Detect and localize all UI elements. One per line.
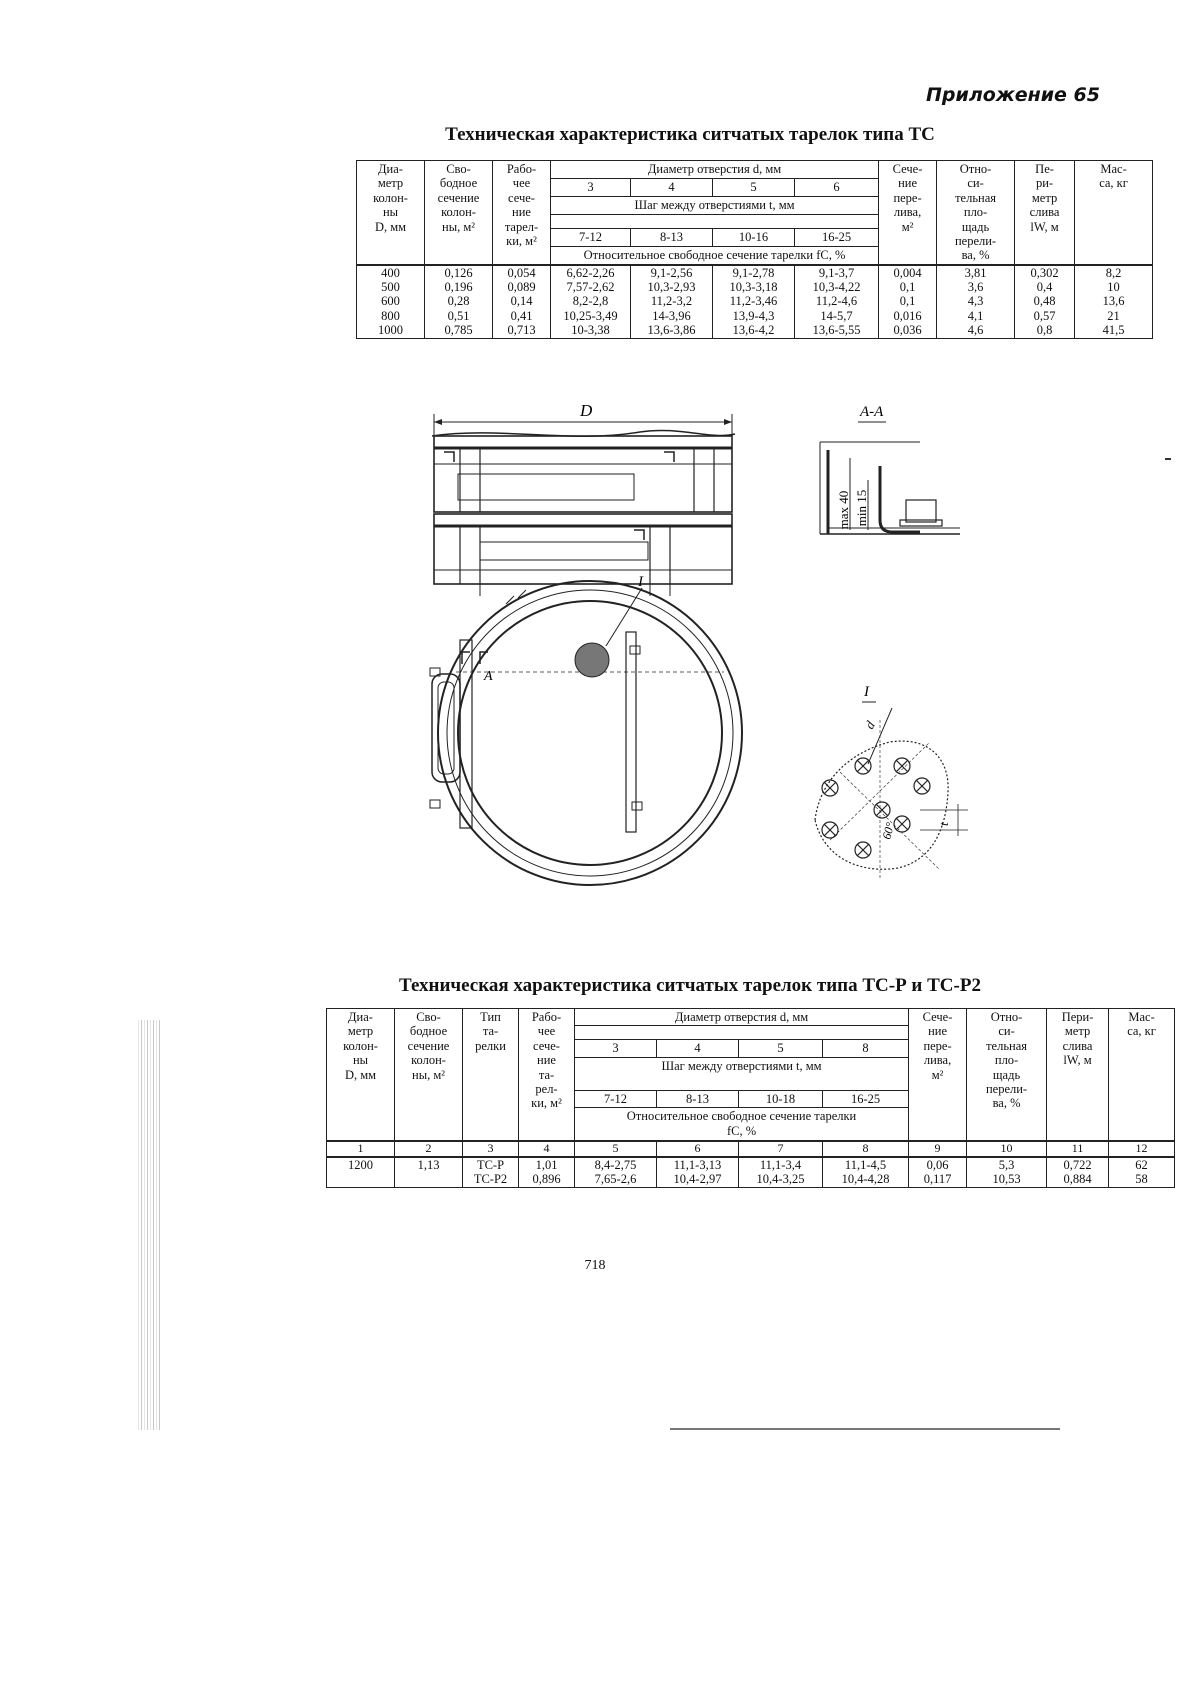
table-cell: 0,14 xyxy=(493,294,551,308)
table-cell: 400 xyxy=(357,265,425,280)
table-cell: 0,713 xyxy=(493,323,551,338)
table-row xyxy=(327,1172,1175,1187)
table-row xyxy=(357,323,1153,338)
t2-head-diameter: Диа- метр колон- ны D, мм xyxy=(327,1009,395,1142)
table-row xyxy=(357,265,1153,280)
column-number-row xyxy=(327,1141,1175,1157)
t1-head-working-section: Рабо- чее сече- ние тарел- ки, м² xyxy=(493,161,551,265)
t2-hole-3: 3 xyxy=(575,1040,657,1057)
table-cell: 9,1-2,78 xyxy=(713,265,795,280)
t2-head-mass: Мас- са, кг xyxy=(1109,1009,1175,1142)
table2 xyxy=(326,1008,1175,1188)
table-cell: 3,81 xyxy=(937,265,1015,280)
t1-head-hole-diameter: Диаметр отверстия d, мм xyxy=(551,161,879,179)
table-row xyxy=(327,1157,1175,1172)
callout-i: I xyxy=(638,574,643,590)
table-cell: 11,1-4,5 xyxy=(823,1157,909,1172)
page-number: 718 xyxy=(584,1258,606,1273)
table-cell: 41,5 xyxy=(1075,323,1153,338)
table-cell: 500 xyxy=(357,280,425,294)
table-cell: 13,9-4,3 xyxy=(713,309,795,323)
t2-pitch-3: 10-18 xyxy=(739,1090,823,1107)
tray-plan xyxy=(430,581,742,885)
t1-head-free-section: Сво- бодное сечение колон- ны, м² xyxy=(425,161,493,265)
column-number: 12 xyxy=(1109,1141,1175,1157)
t2-pitch-1: 7-12 xyxy=(575,1090,657,1107)
table-cell: 11,2-4,6 xyxy=(795,294,879,308)
table-cell: 11,1-3,4 xyxy=(739,1157,823,1172)
table-cell: 8,2 xyxy=(1075,265,1153,280)
t2-head-pitch: Шаг между отверстиями t, мм xyxy=(575,1057,909,1090)
t2-head-hole-diameter: Диаметр отверстия d, мм xyxy=(575,1009,909,1026)
table-cell: 10,4-3,25 xyxy=(739,1172,823,1187)
table-cell: 5,3 xyxy=(967,1157,1047,1172)
table-cell: 0,126 xyxy=(425,265,493,280)
table-cell: 7,57-2,62 xyxy=(551,280,631,294)
dim-max: max 40 xyxy=(836,490,851,530)
scan-dash-artifact xyxy=(1165,458,1171,460)
table-cell: 0,016 xyxy=(879,309,937,323)
t2-head-relative-free: Относительное свободное сечение тарелки fC, % xyxy=(575,1108,909,1142)
table-cell: 13,6 xyxy=(1075,294,1153,308)
table-cell: 1,01 xyxy=(519,1157,575,1172)
t2-head-working-section: Рабо- чее сече- ние та- рел- ки, м² xyxy=(519,1009,575,1142)
table-cell xyxy=(327,1172,395,1187)
detail-d: d xyxy=(861,718,878,732)
label-d: D xyxy=(580,401,593,420)
column-number: 11 xyxy=(1047,1141,1109,1157)
table-cell: 0,196 xyxy=(425,280,493,294)
table-cell: 9,1-2,56 xyxy=(631,265,713,280)
table-cell: 62 xyxy=(1109,1157,1175,1172)
t1-hole-6: 6 xyxy=(795,178,879,196)
scan-line-artifact xyxy=(670,1428,1060,1430)
table-cell: 0,089 xyxy=(493,280,551,294)
table-cell: 4,6 xyxy=(937,323,1015,338)
table-cell: ТС-Р xyxy=(463,1157,519,1172)
table-cell: 11,1-3,13 xyxy=(657,1157,739,1172)
table-row xyxy=(357,280,1153,294)
detail-t: t xyxy=(936,822,951,826)
column-number: 9 xyxy=(909,1141,967,1157)
t2-head-free-section: Сво- бодное сечение колон- ны, м² xyxy=(395,1009,463,1142)
column-number: 10 xyxy=(967,1141,1047,1157)
table-cell: 9,1-3,7 xyxy=(795,265,879,280)
dim-min: min 15 xyxy=(854,489,869,527)
column-number: 4 xyxy=(519,1141,575,1157)
table-cell: 10,4-4,28 xyxy=(823,1172,909,1187)
table-cell: 3,6 xyxy=(937,280,1015,294)
t1-head-pitch: Шаг между отверстиями t, мм xyxy=(551,196,879,214)
t1-pitch-2: 8-13 xyxy=(631,228,713,246)
t2-head-overflow-section: Сече- ние пере- лива, м² xyxy=(909,1009,967,1142)
table2-title: Техническая характеристика ситчатых тарелок типа ТС-Р и ТС-Р2 xyxy=(399,975,981,996)
table-cell: 4,1 xyxy=(937,309,1015,323)
column-number: 6 xyxy=(657,1141,739,1157)
dimension-d xyxy=(434,401,732,440)
t1-pitch-4: 16-25 xyxy=(795,228,879,246)
table-cell: 10-3,38 xyxy=(551,323,631,338)
table-cell: 10,3-3,18 xyxy=(713,280,795,294)
t1-hole-3: 3 xyxy=(551,178,631,196)
table-cell: 13,6-4,2 xyxy=(713,323,795,338)
table-cell: 10,4-2,97 xyxy=(657,1172,739,1187)
table-cell: 0,004 xyxy=(879,265,937,280)
table-cell: 0,884 xyxy=(1047,1172,1109,1187)
t2-head-relative-area: Отно- си- тельная пло- щадь перели- ва, % xyxy=(967,1009,1047,1142)
table-cell: 10,3-2,93 xyxy=(631,280,713,294)
table-cell: 0,51 xyxy=(425,309,493,323)
column-number: 3 xyxy=(463,1141,519,1157)
table-cell: 10 xyxy=(1075,280,1153,294)
table-cell: 10,25-3,49 xyxy=(551,309,631,323)
table-cell: 0,41 xyxy=(493,309,551,323)
table-cell: 0,57 xyxy=(1015,309,1075,323)
table-cell xyxy=(395,1172,463,1187)
table-cell: 0,48 xyxy=(1015,294,1075,308)
column-number: 1 xyxy=(327,1141,395,1157)
detail-i-title: I xyxy=(864,684,869,700)
t1-head-mass: Мас- са, кг xyxy=(1075,161,1153,265)
t2-head-perimeter: Пери- метр слива lW, м xyxy=(1047,1009,1109,1142)
tray-elevation xyxy=(432,430,735,596)
table-cell: 0,302 xyxy=(1015,265,1075,280)
table-cell: 58 xyxy=(1109,1172,1175,1187)
section-aa-label: A-A xyxy=(860,404,884,420)
table1-title: Техническая характеристика ситчатых тарелок типа ТС xyxy=(445,124,935,145)
column-number: 2 xyxy=(395,1141,463,1157)
appendix-label: Приложение 65 xyxy=(926,84,1100,106)
table-cell: 0,28 xyxy=(425,294,493,308)
t1-hole-5: 5 xyxy=(713,178,795,196)
table-cell: 10,53 xyxy=(967,1172,1047,1187)
table-cell: 7,65-2,6 xyxy=(575,1172,657,1187)
t1-head-overflow-section: Сече- ние пере- лива, м² xyxy=(879,161,937,265)
table-cell: 14-5,7 xyxy=(795,309,879,323)
table-cell: 0,036 xyxy=(879,323,937,338)
table-row xyxy=(357,309,1153,323)
column-number: 8 xyxy=(823,1141,909,1157)
table-cell: 14-3,96 xyxy=(631,309,713,323)
t1-pitch-3: 10-16 xyxy=(713,228,795,246)
table-cell: 0,117 xyxy=(909,1172,967,1187)
column-number: 5 xyxy=(575,1141,657,1157)
table-cell: 1200 xyxy=(327,1157,395,1172)
table-cell: 11,2-3,46 xyxy=(713,294,795,308)
t2-pitch-2: 8-13 xyxy=(657,1090,739,1107)
t2-hole-5: 5 xyxy=(739,1040,823,1057)
table-cell: 8,4-2,75 xyxy=(575,1157,657,1172)
table-cell: 0,896 xyxy=(519,1172,575,1187)
column-number: 7 xyxy=(739,1141,823,1157)
table-cell: 10,3-4,22 xyxy=(795,280,879,294)
table-cell: 1,13 xyxy=(395,1157,463,1172)
detail-i xyxy=(815,684,968,880)
table-cell: 1000 xyxy=(357,323,425,338)
t1-head-relative-free: Относительное свободное сечение тарелки fC, % xyxy=(551,246,879,265)
cut-a-label: A xyxy=(484,669,493,684)
table-cell: 21 xyxy=(1075,309,1153,323)
table-cell: 0,8 xyxy=(1015,323,1075,338)
table-cell: 13,6-3,86 xyxy=(631,323,713,338)
table-cell: 600 xyxy=(357,294,425,308)
table-cell: 6,62-2,26 xyxy=(551,265,631,280)
table-cell: 0,054 xyxy=(493,265,551,280)
table-cell: ТС-Р2 xyxy=(463,1172,519,1187)
t1-head-relative-area: Отно- си- тельная пло- щадь перели- ва, % xyxy=(937,161,1015,265)
section-aa xyxy=(820,404,960,534)
table-cell: 11,2-3,2 xyxy=(631,294,713,308)
tray-drawings xyxy=(420,400,1160,960)
table-cell: 0,722 xyxy=(1047,1157,1109,1172)
table-cell: 0,4 xyxy=(1015,280,1075,294)
t2-hole-4: 4 xyxy=(657,1040,739,1057)
table1 xyxy=(356,160,1153,339)
table-cell: 0,785 xyxy=(425,323,493,338)
table-cell: 0,1 xyxy=(879,294,937,308)
t1-head-diameter: Диа- метр колон- ны D, мм xyxy=(357,161,425,265)
t1-head-perimeter: Пе- ри- метр слива lW, м xyxy=(1015,161,1075,265)
table-row xyxy=(357,294,1153,308)
table-cell: 8,2-2,8 xyxy=(551,294,631,308)
table-cell: 800 xyxy=(357,309,425,323)
t1-pitch-1: 7-12 xyxy=(551,228,631,246)
t2-head-tray-type: Тип та- релки xyxy=(463,1009,519,1142)
t1-hole-4: 4 xyxy=(631,178,713,196)
table-cell: 0,1 xyxy=(879,280,937,294)
detail-angle: 60° xyxy=(879,820,898,841)
table-cell: 13,6-5,55 xyxy=(795,323,879,338)
t2-pitch-4: 16-25 xyxy=(823,1090,909,1107)
table-cell: 0,06 xyxy=(909,1157,967,1172)
t2-hole-8: 8 xyxy=(823,1040,909,1057)
table-cell: 4,3 xyxy=(937,294,1015,308)
scan-edge-artifact xyxy=(138,1020,160,1430)
